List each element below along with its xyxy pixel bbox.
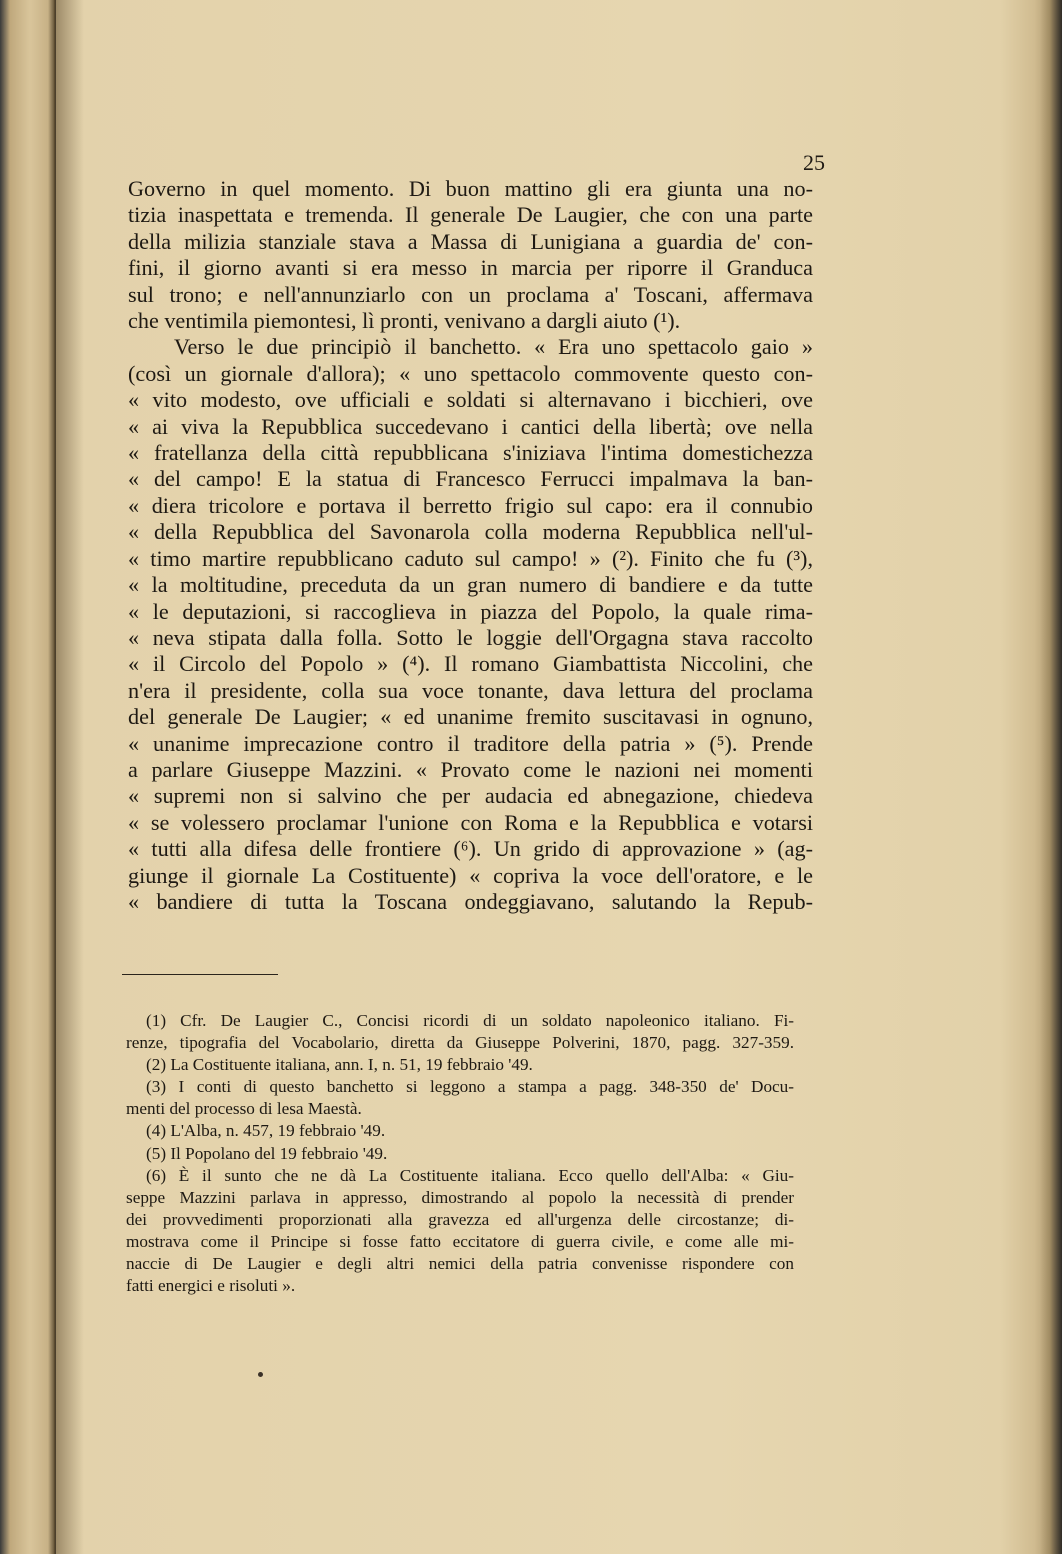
body-line: « il Circolo del Popolo » (⁴). Il romano Giambattista Niccolini, che — [128, 651, 813, 677]
body-line: della milizia stanziale stava a Massa di Lunigiana a guardia de' con- — [128, 228, 813, 254]
body-line: « neva stipata dalla folla. Sotto le loggie dell'Orgagna stava raccolto — [128, 624, 813, 650]
body-line: « le deputazioni, si raccoglieva in piazza del Popolo, la quale rima- — [128, 598, 813, 624]
footnote-line: (5) Il Popolano del 19 febbraio '49. — [146, 1143, 388, 1163]
facing-page-edge — [0, 0, 56, 1554]
page-number: 25 — [803, 150, 825, 175]
body-line: « timo martire repubblicano caduto sul campo! » (²). Finito che fu (³), — [128, 545, 813, 571]
footnote-line: (4) L'Alba, n. 457, 19 febbraio '49. — [146, 1121, 386, 1141]
footnote-line: (6) È il sunto che ne dà La Costituente italiana. Ecco quello dell'Alba: « Giu- — [146, 1165, 794, 1185]
ink-speck — [258, 1372, 263, 1377]
body-line: « la moltitudine, preceduta da un gran numero di bandiere e da tutte — [128, 572, 813, 598]
body-line: fini, il giorno avanti si era messo in marcia per riporre il Granduca — [128, 255, 813, 281]
body-line: (così un giornale d'allora); « uno spettacolo commovente questo con- — [128, 360, 813, 386]
body-line: « tutti alla difesa delle frontiere (⁶). Un grido di approvazione » (ag- — [128, 836, 813, 862]
body-line: « diera tricolore e portava il berretto frigio sul capo: era il connubio — [128, 492, 813, 518]
body-line: « bandiere di tutta la Toscana ondeggiavano, salutando la Repub- — [128, 888, 813, 914]
footnote-line: fatti energici e risoluti ». — [126, 1276, 296, 1296]
footnote-line: seppe Mazzini parlava in appresso, dimostrando al popolo la necessità di prender — [126, 1187, 794, 1207]
body-line: del generale De Laugier; « ed unanime fremito suscitavasi in ognuno, — [128, 704, 813, 730]
body-line: Governo in quel momento. Di buon mattino gli era giunta una no- — [128, 176, 813, 201]
page-edge-shadow — [1034, 0, 1062, 1554]
body-line: « unanime imprecazione contro il traditore della patria » (⁵). Prende — [128, 730, 813, 756]
gutter-shadow — [54, 0, 84, 1554]
footnote-line: menti del processo di lesa Maestà. — [126, 1099, 362, 1119]
body-line: « se volessero proclamar l'unione con Roma e la Repubblica e votarsi — [128, 809, 813, 835]
body-line: « vito modesto, ove ufficiali e soldati si alternavano i bicchieri, ove — [128, 387, 813, 413]
body-text — [128, 176, 813, 915]
body-line: « del campo! E la statua di Francesco Ferrucci impalmava la ban- — [128, 466, 813, 492]
body-line: tizia inaspettata e tremenda. Il generale De Laugier, che con una parte — [128, 202, 813, 228]
body-line: giunge il giornale La Costituente) « copriva la voce dell'oratore, e le — [128, 862, 813, 888]
body-line: sul trono; e nell'annunziarlo con un proclama a' Toscani, affermava — [128, 281, 813, 307]
footnote-line: naccie di De Laugier e degli altri nemici della patria convenisse rispondere con — [126, 1254, 794, 1274]
footnote-line: (1) Cfr. De Laugier C., Concisi ricordi di un soldato napoleonico italiano. Fi- — [146, 1011, 794, 1030]
body-line: « ai viva la Repubblica succedevano i cantici della libertà; ove nella — [128, 413, 813, 439]
body-line: che ventimila piemontesi, lì pronti, venivano a dargli aiuto (¹). — [128, 308, 681, 334]
body-line: a parlare Giuseppe Mazzini. « Provato come le nazioni nei momenti — [128, 756, 813, 782]
footnote-separator — [122, 974, 278, 975]
footnote-line: renze, tipografia del Vocabolario, diretta da Giuseppe Polverini, 1870, pagg. 327-359. — [126, 1033, 794, 1053]
body-line: Verso le due principiò il banchetto. « Era uno spettacolo gaio » — [174, 334, 813, 360]
body-line: « fratellanza della città repubblicana s'iniziava l'intima domestichezza — [128, 440, 813, 466]
footnote-line: dei provvedimenti proporzionati alla gravezza ed all'urgenza delle circostanze; di- — [126, 1209, 794, 1229]
body-line: n'era il presidente, colla sua voce tonante, dava lettura del proclama — [128, 677, 813, 703]
body-line: « supremi non si salvino che per audacia ed abnegazione, chiedeva — [128, 783, 813, 809]
footnote-line: (2) La Costituente italiana, ann. I, n. 51, 19 febbraio '49. — [146, 1055, 533, 1075]
body-line: « della Repubblica del Savonarola colla moderna Repubblica nell'ul- — [128, 519, 813, 545]
footnote-line: mostrava come il Principe si fosse fatto eccitatore di guerra civile, e come alle mi- — [126, 1231, 794, 1251]
footnote-line: (3) I conti di questo banchetto si leggono a stampa a pagg. 348-350 de' Docu- — [146, 1077, 794, 1097]
footnotes — [126, 1010, 794, 1297]
